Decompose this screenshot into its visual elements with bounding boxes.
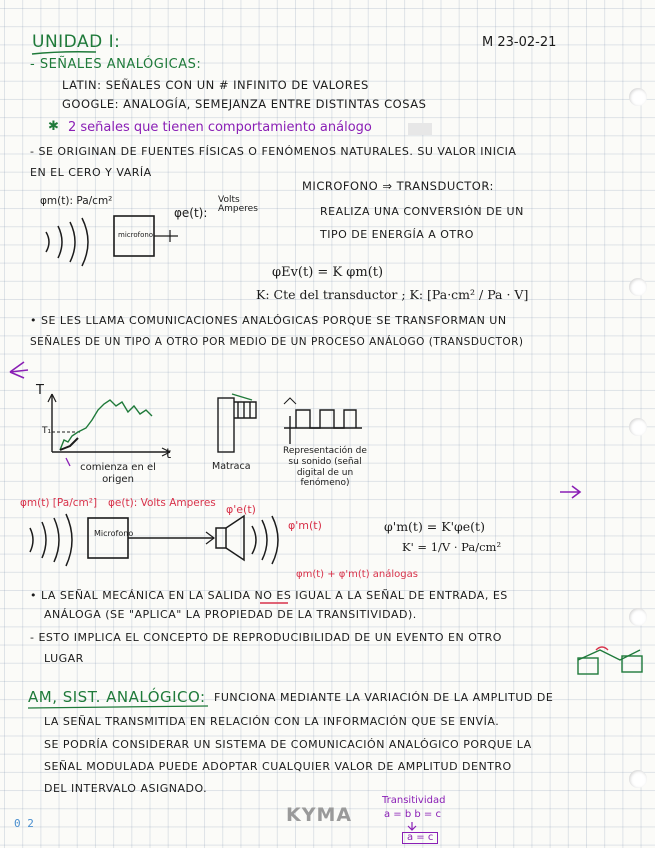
matraca-caption: Matraca xyxy=(212,461,251,472)
right-arrow-icon xyxy=(560,486,580,498)
phi-e-prime-label: φ'e(t) xyxy=(226,503,256,516)
transitivity-result: a = c xyxy=(402,832,438,844)
origin-line-2: EN EL CERO Y VARÍA xyxy=(30,166,152,179)
am-system-title: AM, SIST. ANALÓGICO: xyxy=(28,688,206,706)
microphone-box-label: microfono xyxy=(118,231,154,239)
origin-line-1: - SE ORIGINAN DE FUENTES FÍSICAS O FENÓMENOS NATURALES. SU VALOR INICIA xyxy=(30,145,517,158)
microphone-transducer-title: MICROFONO ⇒ TRANSDUCTOR: xyxy=(302,179,494,193)
temperature-graph xyxy=(48,394,170,466)
am-line-5: DEL INTERVALO ASIGNADO. xyxy=(44,782,208,795)
reproducibility-line-2: LUGAR xyxy=(44,652,84,665)
phi-m-label: φm(t): Pa/cm² xyxy=(40,195,113,207)
origin-caption: comienza en el origen xyxy=(80,462,156,485)
analog-behaviour-note: 2 señales que tienen comportamiento análogo xyxy=(68,120,372,135)
phi-e-volts-label: φe(t): Volts Amperes xyxy=(108,497,216,509)
mechanical-signal-line-2: ANÁLOGA (SE "APLICA" LA PROPIEDAD DE LA TRANSITIVIDAD). xyxy=(44,608,417,621)
axis-t-label: t xyxy=(166,447,172,462)
unit-title: UNIDAD I: xyxy=(32,32,121,52)
level-T1-label: T₁ xyxy=(42,426,52,436)
microphone-box-2 xyxy=(88,518,128,558)
mechanical-signal-line-1: • LA SEÑAL MECÁNICA EN LA SALIDA NO ES IGUAL A LA SEÑAL DE ENTRADA, ES xyxy=(30,589,508,602)
analog-comm-line-1: • SE LES LLAMA COMUNICACIONES ANALÓGICAS PORQUE SE TRANSFORMAN UN xyxy=(30,314,507,327)
transducer-constant: K: Cte del transductor ; K: [Pa·cm² / Pa · V] xyxy=(256,287,529,302)
star-bullet: ✱ xyxy=(48,119,59,134)
transitivity-equations: a = b b = c xyxy=(384,809,441,820)
microphone-box xyxy=(114,216,154,256)
inverse-transducer-equation: φ'm(t) = K'φe(t) xyxy=(384,519,485,534)
page-date: M 23-02-21 xyxy=(482,35,557,50)
latin-definition: LATIN: SEÑALES CON UN # INFINITO DE VALORES xyxy=(62,78,369,92)
am-line-3: SE PODRÍA CONSIDERAR UN SISTEMA DE COMUNICACIÓN ANALÓGICO PORQUE LA xyxy=(44,738,532,751)
sound-representation-caption: Representación de su sonido (señal digital de un fenómeno) xyxy=(283,446,367,489)
analogous-signals-note: φm(t) + φ'm(t) análogas xyxy=(296,569,418,580)
speaker-icon xyxy=(216,516,244,560)
sound-waves-2 xyxy=(30,514,72,566)
scale-icon xyxy=(578,647,642,674)
microphone-description-1: REALIZA UNA CONVERSIÓN DE UN xyxy=(320,205,524,218)
volts-amperes-label: Volts Amperes xyxy=(218,195,258,214)
microphone-description-2: TIPO DE ENERGÍA A OTRO xyxy=(320,228,474,241)
transducer-equation: φEv(t) = K φm(t) xyxy=(272,265,384,280)
am-line-1: FUNCIONA MEDIANTE LA VARIACIÓN DE LA AMPLITUD DE xyxy=(214,691,554,704)
sound-waves-1 xyxy=(46,218,88,266)
google-definition: GOOGLE: ANALOGÍA, SEMEJANZA ENTRE DISTINTAS COSAS xyxy=(62,97,427,111)
page-number: 0 2 xyxy=(14,817,34,830)
sound-waves-3 xyxy=(252,516,278,564)
digital-signal xyxy=(284,398,362,444)
phi-m-prime-label: φ'm(t) xyxy=(288,519,322,532)
section-title-analog-signals: - SEÑALES ANALÓGICAS: xyxy=(30,57,202,72)
left-arrow-icon xyxy=(10,362,28,378)
phi-e-label: φe(t): xyxy=(174,206,208,220)
am-line-4: SEÑAL MODULADA PUEDE ADOPTAR CUALQUIER VALOR DE AMPLITUD DENTRO xyxy=(44,760,512,773)
matraca-icon xyxy=(218,394,256,452)
inverse-transducer-constant: K' = 1/V · Pa/cm² xyxy=(402,540,502,554)
am-line-2: LA SEÑAL TRANSMITIDA EN RELACIÓN CON LA INFORMACIÓN QUE SE ENVÍA. xyxy=(44,715,500,728)
reproducibility-line-1: - ESTO IMPLICA EL CONCEPTO DE REPRODUCIBILIDAD DE UN EVENTO EN OTRO xyxy=(30,631,502,644)
microphone-box-label-2: Microfono xyxy=(94,529,134,538)
analog-comm-line-2: SEÑALES DE UN TIPO A OTRO POR MEDIO DE UN PROCESO ANÁLOGO (TRANSDUCTOR) xyxy=(30,336,524,348)
axis-T-label: T xyxy=(36,383,44,398)
transitivity-title: Transitividad xyxy=(382,795,446,806)
brand-watermark: KYMA xyxy=(286,804,353,826)
phi-m-input-label: φm(t) [Pa/cm²] xyxy=(20,497,98,509)
